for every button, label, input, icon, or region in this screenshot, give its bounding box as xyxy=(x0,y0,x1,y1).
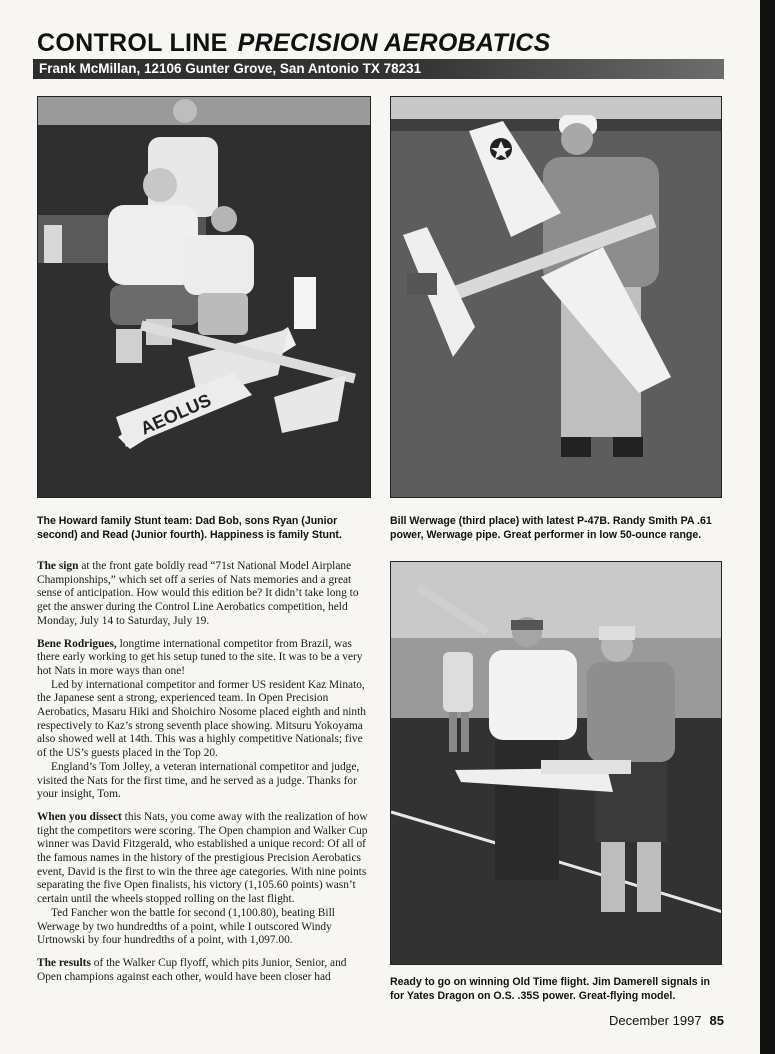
caption-photo-3: Ready to go on winning Old Time flight. Jim Damerell signals in for Yates Dragon on O.S. .35S power. Great-flying model. xyxy=(390,976,711,1002)
paragraph: The results of the Walker Cup flyoff, which pits Junior, Senior, and Open champions against each other, would have been closer had xyxy=(37,956,347,983)
photo-howard-family xyxy=(37,96,371,498)
page-number: 85 xyxy=(709,1013,724,1028)
paragraph: Bene Rodrigues, longtime international competitor from Brazil, was there early working to get his setup tuned to the site. It was to be a very hot Nats in more ways than one! xyxy=(37,637,363,677)
caption-photo-1: The Howard family Stunt team: Dad Bob, sons Ryan (Junior second) and Read (Junior fourth). Happiness is family Stunt. xyxy=(37,515,342,541)
page-footer xyxy=(609,1013,724,1028)
photo-old-time-flight xyxy=(390,561,722,965)
paragraph: England’s Tom Jolley, a veteran international competitor and judge, visited the Nats for the first time, and he served as a judge. Thanks for your insight, Tom. xyxy=(37,760,360,801)
author-bar: Frank McMillan, 12106 Gunter Grove, San Antonio TX 78231 xyxy=(33,59,724,79)
plane-name-text: AEOLUS xyxy=(137,389,215,439)
page-edge-shadow xyxy=(760,0,775,1054)
title-column-name: CONTROL LINE xyxy=(37,29,228,57)
paragraph-lead: When you dissect xyxy=(37,810,122,823)
title-event-name: PRECISION AEROBATICS xyxy=(237,29,551,57)
article-body xyxy=(37,560,370,984)
paragraph-lead: Bene Rodrigues, xyxy=(37,637,117,650)
page-title xyxy=(37,29,551,58)
paragraph: The sign at the front gate boldly read “71st National Model Airplane Championships,” which set off a series of Nats memories and a great sense of anticipation. How would this edition be? It didn’t take long to get the answer during the Control Line Aerobatics competition, held Monday, July 14 to Saturday, July 19. xyxy=(37,560,359,627)
paragraph: When you dissect this Nats, you come away with the realization of how tight the competitors were scoring. The Open champion and Walker Cup winner was David Fitzgerald, who established a unique record: Of all of the famous names in the history of the prestigious Precision Aerobatics event, David is the first to win the three age categories. With nine points separating the five Open finalists, his victory (1,105.60 points) wasn’t certain until the wheels stopped rolling on the last flight. xyxy=(37,810,368,906)
paragraph-lead: The sign xyxy=(37,560,79,572)
caption-photo-2: Bill Werwage (third place) with latest P-47B. Randy Smith PA .61 power, Werwage pipe. Great performer in low 50-ounce range. xyxy=(390,515,712,541)
paragraph-lead: The results xyxy=(37,956,91,969)
paragraph: Ted Fancher won the battle for second (1,100.80), beating Bill Werwage by two hundredths of a point, while I outscored Windy Urtnowski by four hundredths of a point, with 1,097.00. xyxy=(37,906,335,947)
photo-werwage-p47b xyxy=(390,96,722,498)
paragraph: Led by international competitor and former US resident Kaz Minato, the Japanese sent a strong, experienced team. In Open Precision Aerobatics, Masaru Hiki and Shoichiro Nosome placed eighth and ninth respectively to Kaz’s strong seventh place showing. Mitsuru Yokoyama also showed well at 14th. This was a highly competitive Nationals; five of the US’s guests placed in the Top 20. xyxy=(37,678,366,760)
issue-date: December 1997 xyxy=(609,1013,702,1028)
